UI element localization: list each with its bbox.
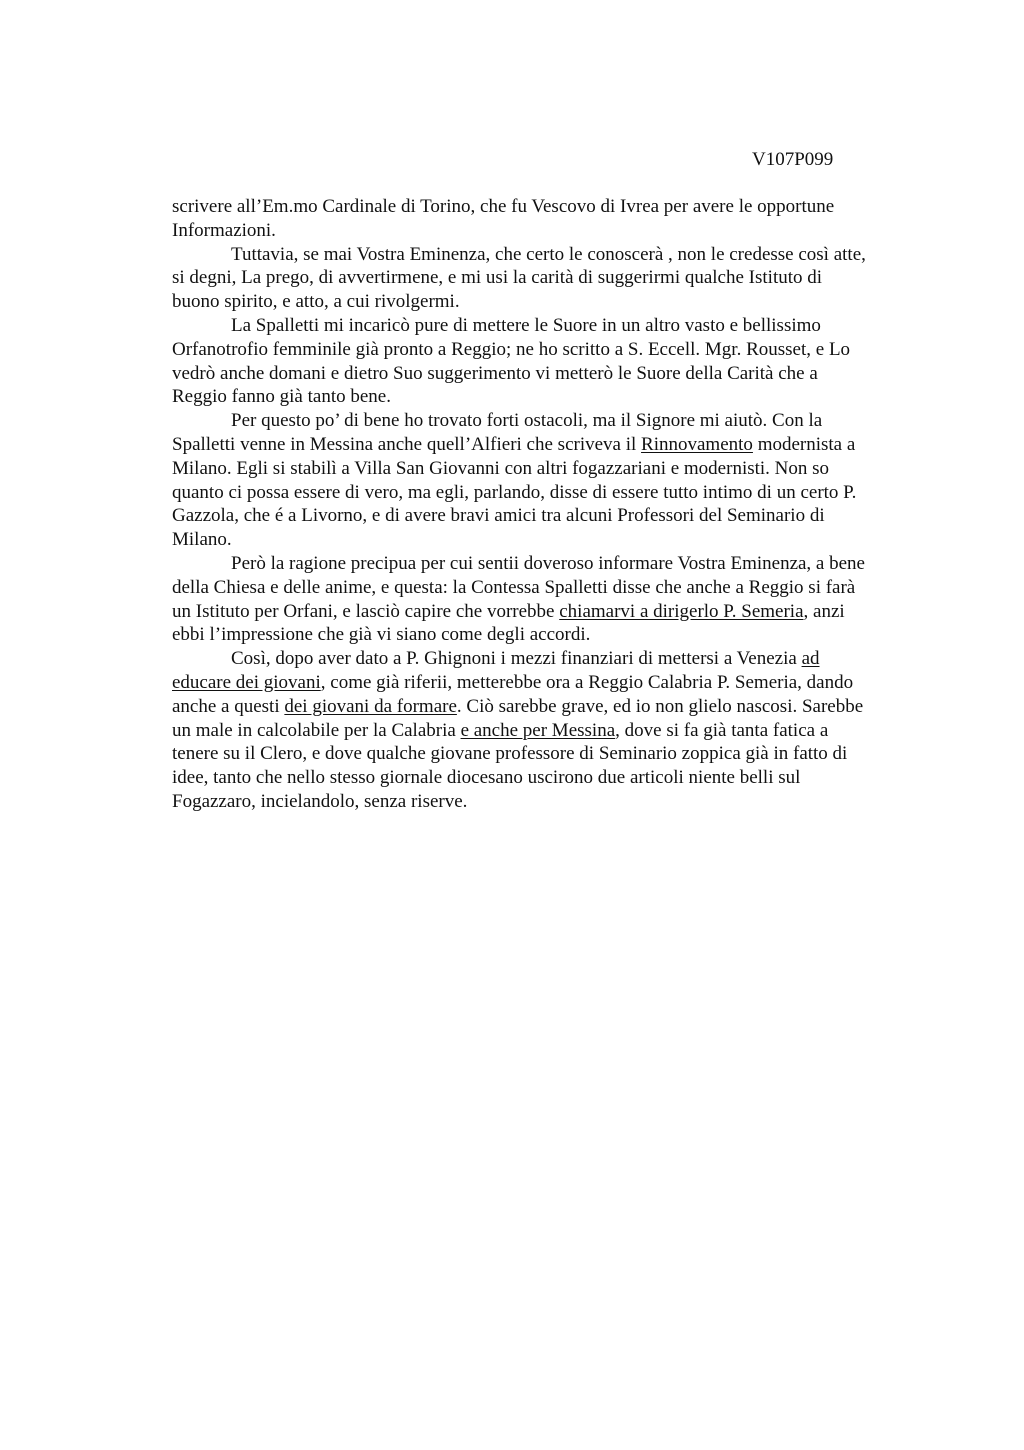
text-line: Fogazzaro, incielandolo, senza riserve. [172, 790, 468, 812]
underlined-text: educare dei giovani [172, 671, 321, 693]
text-line: della Chiesa e delle anime, e questa: la Contessa Spalletti disse che anche a Reggio si farà [172, 576, 856, 598]
text-line: idee, tanto che nello stesso giornale diocesano uscirono due articoli niente belli sul [172, 767, 801, 789]
underlined-text: chiamarvi a dirigerlo P. Semeria [559, 600, 804, 622]
text-segment: un Istituto per Orfani, e lasciò capire che vorrebbe [172, 600, 560, 622]
text-line: buono spirito, e atto, a cui rivolgermi. [172, 291, 460, 313]
text-line: Informazioni. [172, 219, 276, 241]
text-line: La Spalletti mi incaricò pure di mettere le Suore in un altro vasto e bellissimo [231, 314, 821, 336]
text-line: Milano. [172, 529, 232, 551]
letter-body [172, 195, 942, 814]
text-line: quanto ci possa essere di vero, ma egli, parlando, disse di essere tutto intimo di un certo P. [172, 481, 857, 503]
text-line: Milano. Egli si stabilì a Villa San Giovanni con altri fogazzariani e modernisti. Non so [172, 457, 830, 479]
text-segment: , dove si fa già tanta fatica a [615, 719, 829, 741]
text-line: Reggio fanno già tanto bene. [172, 386, 391, 408]
paragraph-6 [172, 647, 942, 814]
text-segment: un male in calcolabile per la Calabria [172, 719, 461, 741]
underlined-text: dei giovani da formare [284, 695, 457, 717]
text-line: Gazzola, che é a Livorno, e di avere bravi amici tra alcuni Professori del Seminario di [172, 505, 825, 527]
underlined-text: Rinnovamento [641, 433, 753, 455]
paragraph-4 [172, 409, 942, 552]
text-segment: modernista a [752, 433, 856, 455]
text-segment: anche a questi [172, 695, 285, 717]
text-segment: Così, dopo aver dato a P. Ghignoni i mezzi finanziari di mettersi a Venezia [231, 648, 802, 670]
underlined-text: e anche per Messina [460, 719, 616, 741]
underlined-text: ad [801, 648, 820, 670]
text-line: si degni, La prego, di avvertirmene, e mi usi la carità di suggerirmi qualche Istituto di [172, 267, 823, 289]
text-line: Orfanotrofio femminile già pronto a Reggio; ne ho scritto a S. Eccell. Mgr. Rousset, e Lo [172, 338, 851, 360]
paragraph-5 [172, 552, 942, 647]
text-line: tenere su il Clero, e dove qualche giovane professore di Seminario zoppica già in fatto di [172, 743, 848, 765]
page-code: V107P099 [752, 149, 834, 170]
text-segment: , anzi [803, 600, 845, 622]
paragraph-2 [172, 243, 942, 314]
text-line: ebbi l’impressione che già vi siano come degli accordi. [172, 624, 591, 646]
text-segment: , come già riferii, metterebbe ora a Reggio Calabria P. Semeria, dando [320, 671, 854, 693]
paragraph-1 [172, 195, 942, 243]
text-line: Per questo po’ di bene ho trovato forti ostacoli, ma il Signore mi aiutò. Con la [231, 410, 823, 432]
paragraph-3 [172, 314, 942, 409]
text-line: vedrò anche domani e dietro Suo suggerimento vi metterò le Suore della Carità che a [172, 362, 818, 384]
text-line: Però la ragione precipua per cui sentii doveroso informare Vostra Eminenza, a bene [231, 552, 865, 574]
text-segment: . Ciò sarebbe grave, ed io non glielo nascosi. Sarebbe [456, 695, 864, 717]
text-line: Tuttavia, se mai Vostra Eminenza, che certo le conoscerà , non le credesse così atte, [231, 243, 866, 265]
text-line: scrivere all’Em.mo Cardinale di Torino, che fu Vescovo di Ivrea per avere le opportune [172, 196, 835, 217]
text-segment: Spalletti venne in Messina anche quell’Alfieri che scriveva il [172, 433, 642, 455]
